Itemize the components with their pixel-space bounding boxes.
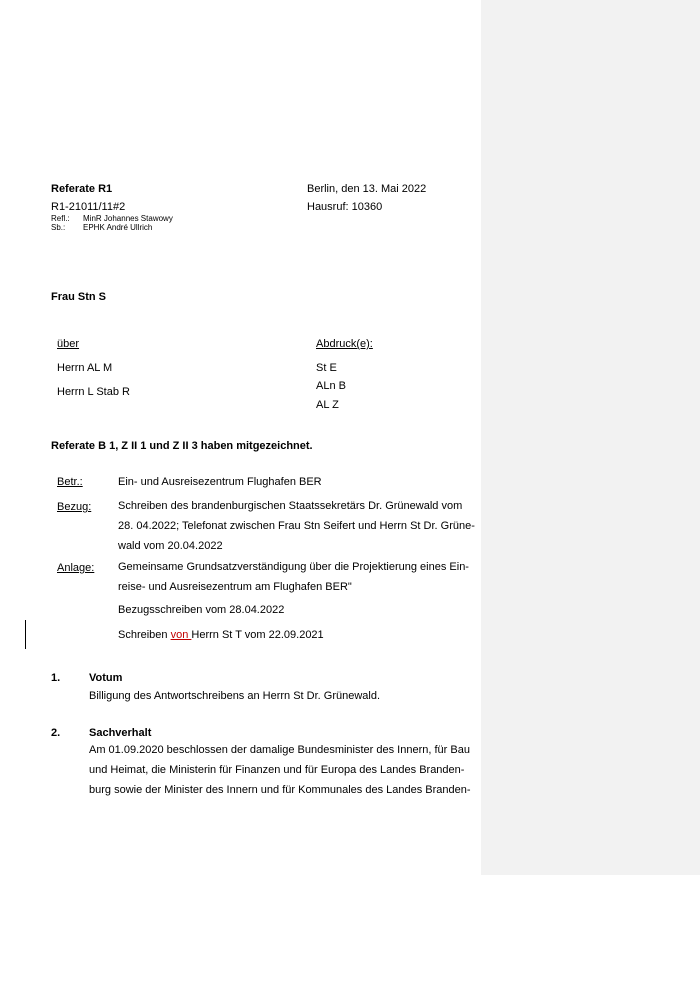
via-entry: Herrn L Stab R (57, 386, 130, 398)
section-body-line: Am 01.09.2020 beschlossen der damalige Bundesminister des Innern, für Bau (89, 744, 470, 756)
bezug-text (118, 496, 475, 556)
org-unit: Referate R1 (51, 183, 113, 195)
cosigned-note: Referate B 1, Z II 1 und Z II 3 haben mitgezeichnet. (51, 440, 313, 452)
anlage-text (118, 557, 469, 597)
copy-entry: St E (316, 362, 337, 374)
tracked-insertion: von (170, 629, 192, 641)
section-number: 1. (51, 672, 61, 684)
section-title: Sachverhalt (89, 727, 152, 739)
section-number: 2. (51, 727, 61, 739)
section-body-line: burg sowie der Minister des Innern und für Kommunales des Landes Branden- (89, 784, 471, 796)
via-entry: Herrn AL M (57, 362, 113, 374)
section-body (89, 740, 471, 800)
refl-name: MinR Johannes Stawowy (83, 214, 173, 223)
copies-label: Abdruck(e): (316, 338, 373, 350)
bezug-line: wald vom 20.04.2022 (118, 540, 223, 552)
copy-entry: ALn B (316, 380, 346, 392)
anlage-line: Gemeinsame Grundsatzverständigung über die Projektierung eines Ein- (118, 561, 469, 573)
refl-label: Refl.: (51, 214, 70, 223)
reference-number: R1-21011/11#2 (51, 201, 126, 213)
anlage-item-3-pre: Schreiben (118, 629, 171, 641)
change-bar (25, 620, 26, 649)
anlage-line: reise- und Ausreisezentrum am Flughafen BER" (118, 581, 352, 593)
betr-text: Ein- und Ausreisezentrum Flughafen BER (118, 476, 322, 488)
betr-label: Betr.: (57, 476, 83, 488)
anlage-item-3-post: Herrn St T vom 22.09.2021 (191, 629, 324, 641)
comment-margin-pane (481, 0, 700, 875)
via-label: über (57, 338, 80, 350)
section-body-line: Billigung des Antwortschreibens an Herrn St Dr. Grünewald. (89, 690, 381, 702)
date-line: Berlin, den 13. Mai 2022 (307, 183, 427, 195)
section-body-line: und Heimat, die Ministerin für Finanzen und für Europa des Landes Branden- (89, 764, 465, 776)
bezug-label: Bezug: (57, 501, 92, 513)
sb-name: EPHK André Ullrich (83, 223, 153, 232)
anlage-item-2: Bezugsschreiben vom 28.04.2022 (118, 604, 285, 616)
sb-label: Sb.: (51, 223, 66, 232)
section-title: Votum (89, 672, 123, 684)
anlage-label: Anlage: (57, 562, 95, 574)
addressee: Frau Stn S (51, 291, 107, 303)
bezug-line: Schreiben des brandenburgischen Staatssekretärs Dr. Grünewald vom (118, 500, 463, 512)
copy-entry: AL Z (316, 399, 339, 411)
anlage-item-3 (118, 629, 324, 641)
phone-extension: Hausruf: 10360 (307, 201, 383, 213)
bezug-line: 28. 04.2022; Telefonat zwischen Frau Stn Seifert und Herrn St Dr. Grüne- (118, 520, 475, 532)
